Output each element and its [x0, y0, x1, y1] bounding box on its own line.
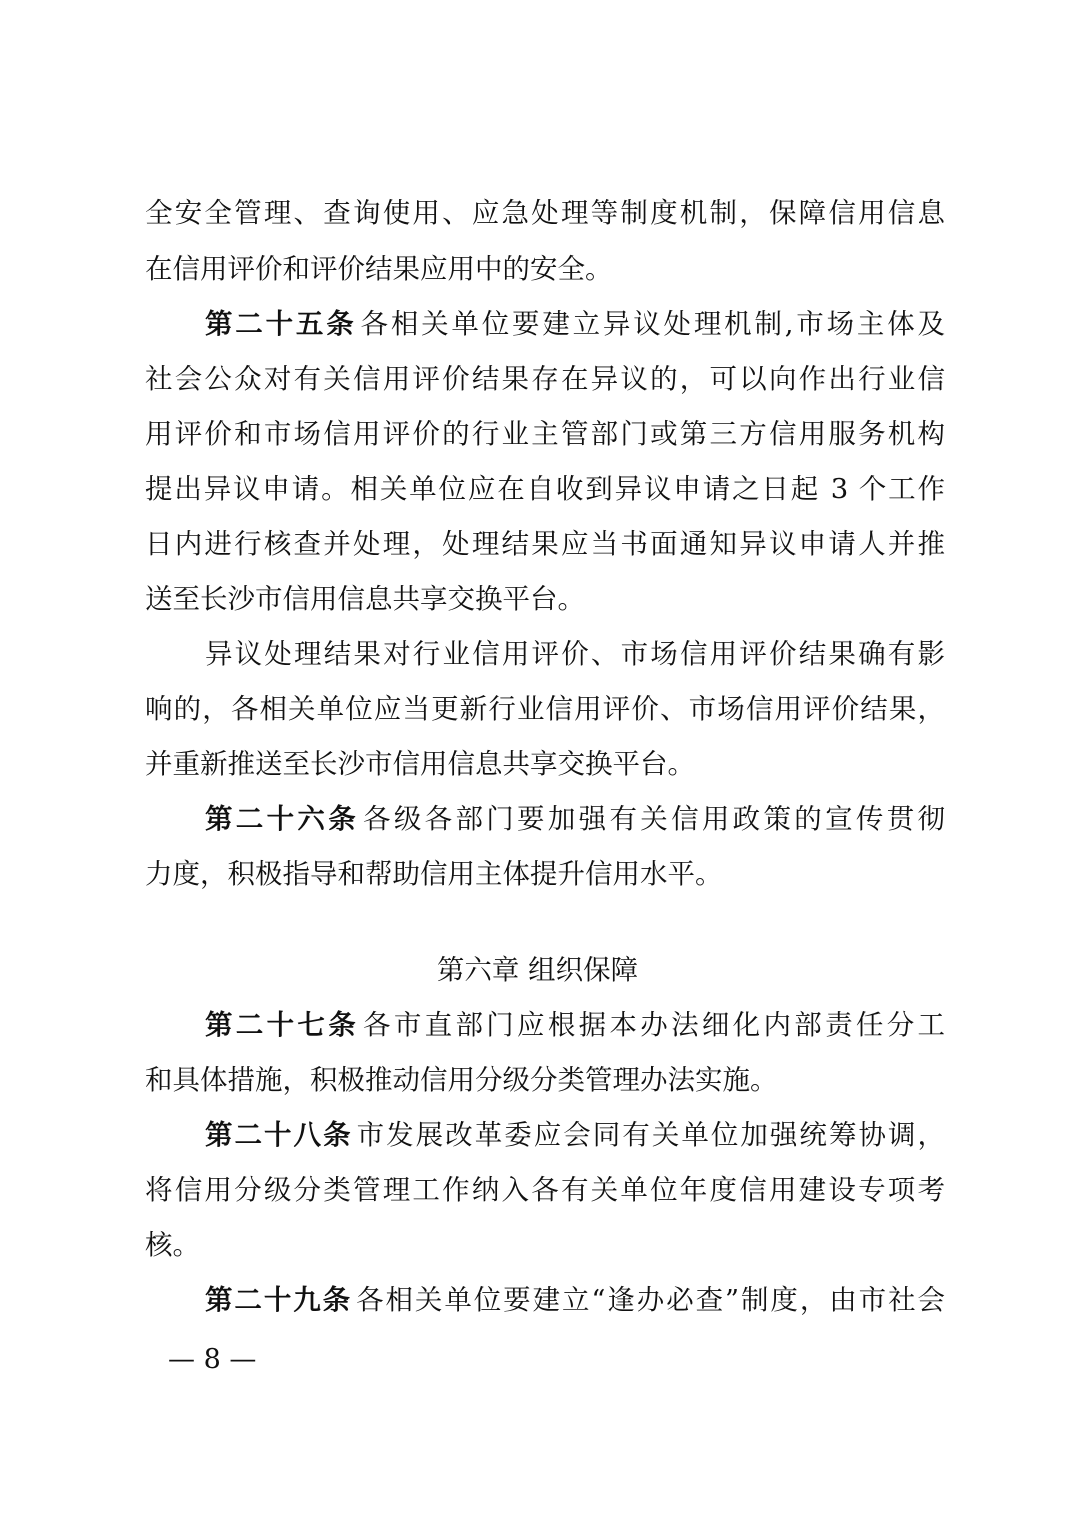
article-27-line — [205, 1005, 945, 1045]
article-29-line — [205, 1280, 945, 1320]
article-heading: 第二十七条 — [205, 1009, 360, 1041]
article-heading: 第二十六条 — [205, 803, 360, 835]
article-heading: 第二十五条 — [205, 308, 357, 340]
article-text: 各相关单位要建立异议处理机制,市场主体及 — [360, 308, 945, 340]
text-line: 全安全管理、查询使用、应急处理等制度机制，保障信用信息 — [145, 197, 945, 229]
text-line: 用评价和市场信用评价的行业主管部门或第三方信用服务机构 — [145, 418, 945, 450]
article-text: 市发展改革委应会同有关单位加强统筹协调， — [356, 1119, 945, 1151]
text-line: 响的，各相关单位应当更新行业信用评价、市场信用评价结果， — [145, 693, 945, 725]
text-line: 送至长沙市信用信息共享交换平台。 — [145, 583, 585, 615]
text-line: 并重新推送至长沙市信用信息共享交换平台。 — [145, 748, 695, 780]
article-heading: 第二十八条 — [205, 1119, 353, 1151]
text-line: 力度，积极指导和帮助信用主体提升信用水平。 — [145, 858, 723, 890]
text-line: 提出异议申请。相关单位应在自收到异议申请之日起 3 个工作 — [145, 473, 945, 505]
article-25-line — [205, 304, 945, 344]
article-text: 各相关单位要建立“逢办必查”制度，由市社会 — [356, 1284, 945, 1316]
chapter-title: 第六章 组织保障 — [436, 954, 639, 986]
text-line: 异议处理结果对行业信用评价、市场信用评价结果确有影 — [205, 638, 945, 670]
text-line: 社会公众对有关信用评价结果存在异议的，可以向作出行业信 — [145, 363, 945, 395]
article-28-line — [205, 1115, 945, 1155]
page-number: — 8 — — [168, 1344, 257, 1375]
article-text: 各级各部门要加强有关信用政策的宣传贯彻 — [363, 803, 945, 835]
text-line: 核。 — [145, 1229, 200, 1261]
article-26-line — [205, 799, 945, 839]
text-line: 在信用评价和评价结果应用中的安全。 — [145, 253, 613, 285]
text-line: 和具体措施，积极推动信用分级分类管理办法实施。 — [145, 1064, 778, 1096]
text-line: 将信用分级分类管理工作纳入各有关单位年度信用建设专项考 — [145, 1174, 945, 1206]
article-text: 各市直部门应根据本办法细化内部责任分工 — [363, 1009, 945, 1041]
article-heading: 第二十九条 — [205, 1284, 353, 1316]
text-line: 日内进行核查并处理，处理结果应当书面通知异议申请人并推 — [145, 528, 945, 560]
